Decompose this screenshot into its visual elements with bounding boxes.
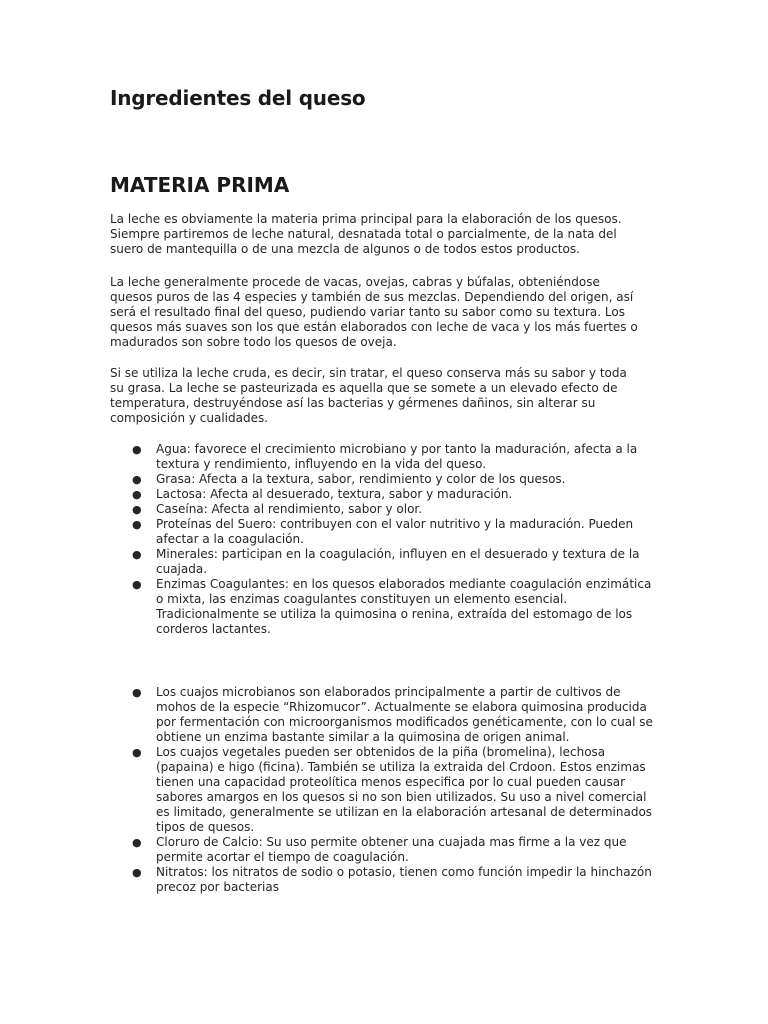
list-item-text: Minerales: participan en la coagulación, influyen en el desuerado y textura de la cuajada. — [156, 547, 640, 576]
bullet-icon: ● — [132, 746, 142, 759]
list-item-text: Proteínas del Suero: contribuyen con el valor nutritivo y la maduración. Pueden afectar a la coagulación. — [156, 517, 634, 546]
list-item — [110, 517, 655, 547]
bullet-icon: ● — [132, 503, 142, 516]
list-item — [110, 502, 655, 517]
list-item-text: Lactosa: Afecta al desuerado, textura, sabor y maduración. — [156, 487, 513, 501]
list-item — [110, 442, 655, 472]
bullet-icon: ● — [132, 548, 142, 561]
bullet-icon: ● — [132, 473, 142, 486]
list-item-text: Enzimas Coagulantes: en los quesos elaborados mediante coagulación enzimática o mixta, las enzimas coagulantes constituyen un elemento esencial. Tradicionalmente se utiliza la quimosina o renina, extraída del estomago de los corderos lactantes. — [156, 577, 652, 636]
list-item — [110, 685, 655, 745]
list-item-text: Nitratos: los nitratos de sodio o potasio, tienen como función impedir la hinchazón precoz por bacterias — [156, 865, 652, 894]
list-item — [110, 472, 655, 487]
list-item — [110, 835, 655, 865]
list-item-text: Grasa: Afecta a la textura, sabor, rendimiento y color de los quesos. — [156, 472, 566, 486]
coagulant-list — [110, 685, 655, 895]
bullet-icon: ● — [132, 578, 142, 591]
list-item — [110, 865, 655, 895]
section-heading: MATERIA PRIMA — [110, 173, 290, 197]
list-item — [110, 547, 655, 577]
page-title: Ingredientes del queso — [110, 86, 366, 110]
paragraph: La leche es obviamente la materia prima principal para la elaboración de los quesos. Siempre partiremos de leche natural, desnatada total o parcialmente, de la nata del suero de mantequilla o de una mezcla de algunos o de todos estos productos. — [110, 212, 622, 256]
bullet-icon: ● — [132, 518, 142, 531]
list-item-text: Cloruro de Calcio: Su uso permite obtener una cuajada mas firme a la vez que permite acortar el tiempo de coagulación. — [156, 835, 627, 864]
list-item — [110, 745, 655, 835]
list-item-text: Caseína: Afecta al rendimiento, sabor y olor. — [156, 502, 423, 516]
list-item-text: Los cuajos microbianos son elaborados principalmente a partir de cultivos de mohos de la especie “Rhizomucor”. Actualmente se elabora quimosina producida por fermentación con microorganismos modificados genéticamente, con lo cual se obtiene un enzima bastante similar a la quimosina de origen animal. — [156, 685, 653, 744]
list-item — [110, 487, 655, 502]
paragraph: La leche generalmente procede de vacas, ovejas, cabras y búfalas, obteniéndose quesos puros de las 4 especies y también de sus mezclas. Dependiendo del origen, así será el resultado final del queso, pudiendo variar tanto su sabor como su textura. Los quesos más suaves son los que están elaborados con leche de vaca y los más fuertes o madurados son sobre todo los quesos de oveja. — [110, 275, 638, 349]
bullet-icon: ● — [132, 836, 142, 849]
paragraph: Si se utiliza la leche cruda, es decir, sin tratar, el queso conserva más su sabor y toda su grasa. La leche se pasteurizada es aquella que se somete a un elevado efecto de temperatura, destruyéndose así las bacterias y gérmenes dañinos, sin alterar su composición y cualidades. — [110, 366, 627, 425]
list-item-text: Los cuajos vegetales pueden ser obtenidos de la piña (bromelina), lechosa (papaina) e higo (ficina). También se utiliza la extraida del Crdoon. Estos enzimas tienen una capacidad proteolítica menos especifica por lo cual pueden causar sabores amargos en los quesos si no son bien utilizados. Su uso a nivel comercial es limitado, generalmente se utilizan en la elaboración artesanal de determinados tipos de quesos. — [156, 745, 653, 834]
bullet-icon: ● — [132, 443, 142, 456]
ingredient-list — [110, 442, 655, 637]
list-item — [110, 577, 655, 637]
bullet-icon: ● — [132, 686, 142, 699]
list-item-text: Agua: favorece el crecimiento microbiano y por tanto la maduración, afecta a la textura y rendimiento, influyendo en la vida del queso. — [156, 442, 638, 471]
bullet-icon: ● — [132, 866, 142, 879]
bullet-icon: ● — [132, 488, 142, 501]
